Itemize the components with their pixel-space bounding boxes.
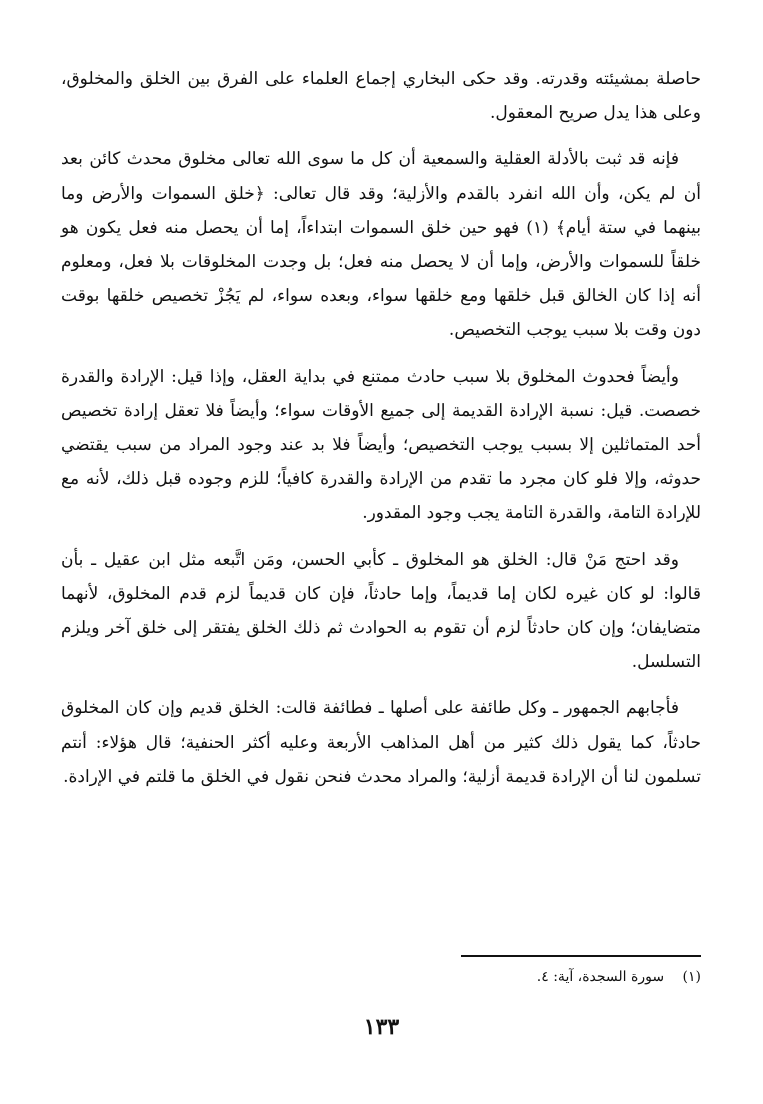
- footnote-text: سورة السجدة، آية: ٤.: [536, 969, 665, 985]
- footnote-number: (١): [682, 969, 701, 985]
- main-text: [61, 62, 701, 806]
- paragraph-3: وأيضاً فحدوث المخلوق بلا سبب حادث ممتنع في بداية العقل، وإذا قيل: الإرادة والقدرة خصصت. قيل: نسبة الإرادة القديمة إلى جميع الأوقات سواء؛ وأيضاً فلا تعقل إرادة تخصيص أحد المتماثلين إلا بسبب يوجب التخصيص؛ وأيضاً فلا بد عند وجود المراد من سبب يقتضي حدوثه، وإلا فلو كان مجرد ما تقدم من الإرادة والقدرة كافياً؛ للزم وجوده قبل ذلك، لأنه مع للإرادة التامة، والقدرة التامة يجب وجود المقدور.: [61, 366, 701, 524]
- footnote-divider: [461, 955, 701, 957]
- page-number: ١٣٣: [363, 1014, 400, 1040]
- paragraph-2: فإنه قد ثبت بالأدلة العقلية والسمعية أن كل ما سوى الله تعالى مخلوق محدث كائن بعد أن لم يكن، وأن الله انفرد بالقدم والأزلية؛ وقد قال تعالى: ﴿خلق السموات والأرض وما بينهما في ستة أيام﴾ (١) فهو حين خلق السموات ابتداءاً، إما أن يحصل منه فعل يكون هو خلقاً للسموات والأرض، وإما أن لا يحصل منه فعل؛ بل وجدت المخلوقات بلا فعل، ومعلوم أنه إذا كان الخالق قبل خلقها ومع خلقها سواء، وبعده سواء، لم يَجُزْ تخصيص خلقها بوقت دون وقت بلا سبب يوجب التخصيص.: [61, 149, 701, 341]
- paragraph-5: فأجابهم الجمهور ـ وكل طائفة على أصلها ـ فطائفة قالت: الخلق قديم وإن كان المخلوق حادثاً، كما يقول ذلك كثير من أهل المذاهب الأربعة وعليه أكثر الحنفية؛ قال هؤلاء: أنتم تسلمون لنا أن الإرادة قديمة أزلية؛ والمراد محدث فنحن نقول في الخلق ما قلتم في الإرادة.: [61, 698, 701, 787]
- paragraph-4: وقد احتج مَنْ قال: الخلق هو المخلوق ـ كأبي الحسن، ومَن اتَّبعه مثل ابن عقيل ـ بأن قالوا: لو كان غيره لكان إما قديماً، وإما حادثاً، فإن كان قديماً لزم قدم المخلوق، لأنهما متضايفان؛ وإن كان حادثاً لزم أن تقوم به الحوادث ثم ذلك الخلق يفتقر إلى خلق آخر ويلزم التسلسل.: [61, 549, 701, 673]
- footnote: [61, 966, 701, 988]
- paragraph-1: حاصلة بمشيئته وقدرته. وقد حكى البخاري إجماع العلماء على الفرق بين الخلق والمخلوق، وعلى هذا يدل صريح المعقول.: [61, 69, 701, 124]
